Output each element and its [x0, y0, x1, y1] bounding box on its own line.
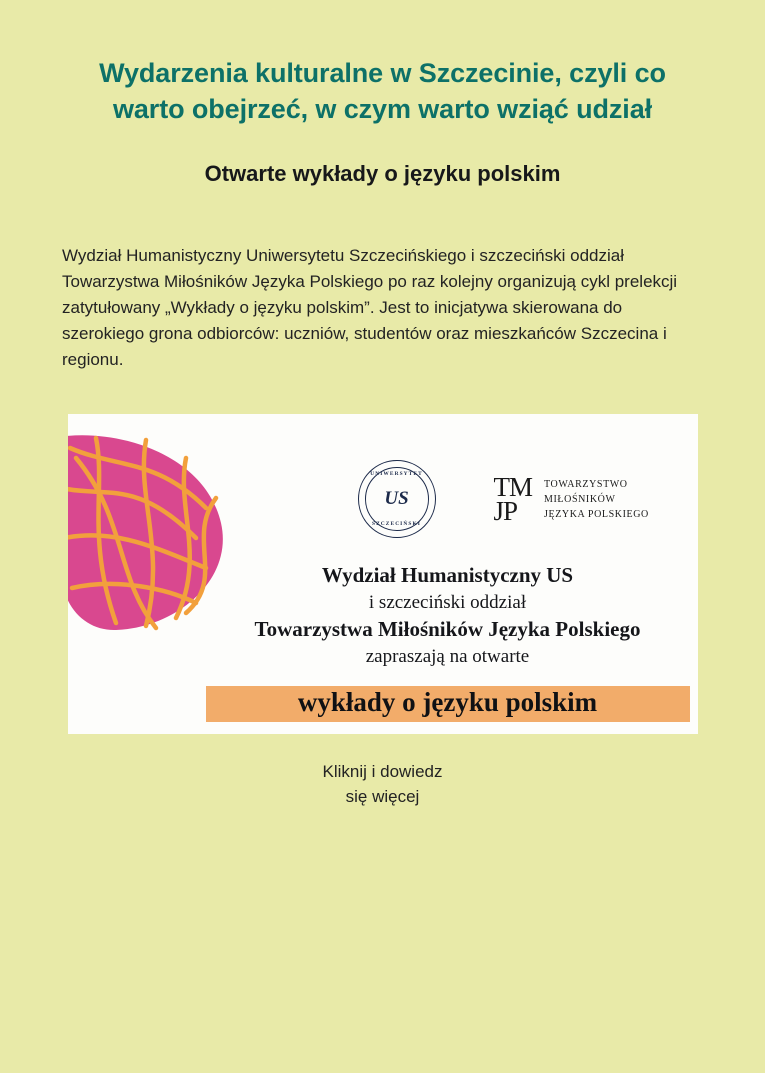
page-title: Wydarzenia kulturalne w Szczecinie, czyli co warto obejrzeć, w czym warto wziąć udział — [99, 58, 666, 124]
society-monogram — [493, 471, 533, 527]
caption-line-2: się więcej — [345, 787, 420, 807]
society-name-line-2: MIŁOŚNIKÓW — [544, 493, 616, 505]
article-body: Wydział Humanistyczny Uniwersytetu Szczecińskiego i szczeciński oddział Towarzystwa Miłośników Języka Polskiego po raz kolejny organizują cykl prelekcji zatytułowany „Wykłady o języku polskim”. Jest to inicjatywa skierowana do szerokiego grona odbiorców: uczniów, studentów oraz mieszkańców Szczecina i regionu. — [62, 246, 678, 369]
poster-line-4: zapraszają na otwarte — [365, 645, 530, 667]
event-poster-image[interactable] — [68, 414, 698, 734]
poster-line-2: i szczeciński oddział — [368, 591, 527, 613]
university-logo-top-text: UNIWERSYTET — [370, 471, 423, 478]
poster-line-3: Towarzystwa Miłośników Języka Polskiego — [254, 617, 641, 642]
society-monogram-line-1: TM — [493, 471, 532, 502]
university-logo-bottom-text: SZCZECIŃSKI — [372, 521, 421, 528]
caption-line-1: Kliknij i dowiedz — [322, 762, 443, 782]
poster-text-block — [218, 562, 678, 670]
society-name-line-3: JĘZYKA POLSKIEGO — [544, 508, 649, 520]
university-logo-monogram: US — [384, 488, 409, 510]
poster-caption[interactable] — [68, 760, 698, 809]
poster-highlight-text: wykłady o języku polskim — [297, 687, 598, 718]
poster-logos — [358, 460, 649, 538]
university-of-szczecin-logo-icon — [358, 460, 436, 538]
society-logo-icon — [493, 471, 649, 527]
poster-line-1: Wydział Humanistyczny US — [321, 563, 574, 588]
society-monogram-line-2: JP — [493, 496, 518, 527]
society-name-text — [544, 477, 649, 522]
page-subtitle: Otwarte wykłady o języku polskim — [204, 161, 561, 187]
society-name-line-1: TOWARZYSTWO — [544, 478, 628, 490]
poster-link[interactable] — [68, 414, 698, 734]
